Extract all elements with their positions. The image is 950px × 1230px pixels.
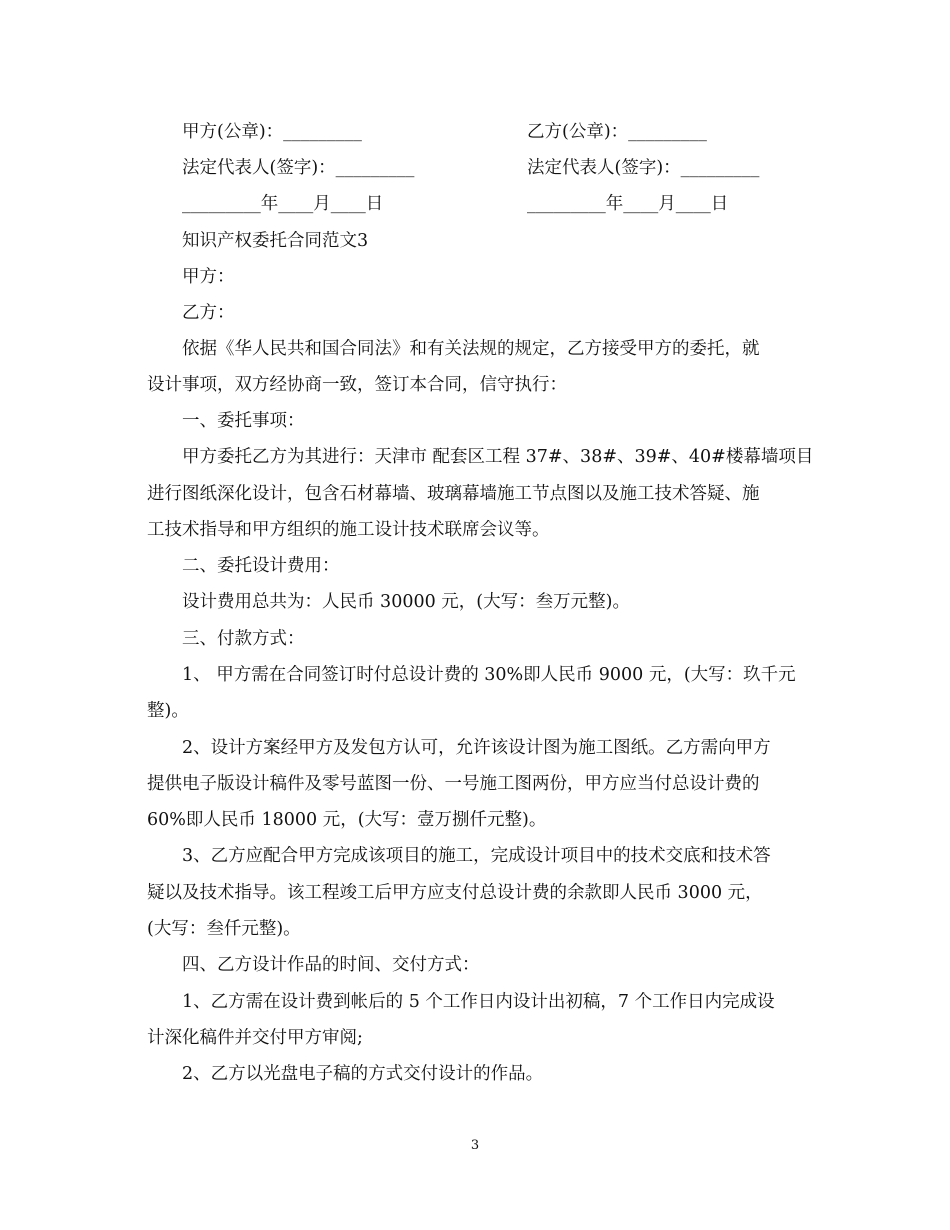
section-4-item-1-line: 1、乙方需在设计费到帐后的 5 个工作日内设计出初稿，7 个工作日内完成设 bbox=[182, 992, 775, 1012]
section-3-heading: 三、付款方式： bbox=[182, 629, 305, 649]
section-4-heading: 四、乙方设计作品的时间、交付方式： bbox=[182, 955, 480, 975]
party-a-date-line: _________年____月____日 bbox=[182, 194, 384, 214]
section-4-item-1-line: 计深化稿件并交付甲方审阅; bbox=[147, 1028, 363, 1048]
party-a-seal-line: 甲方(公章)：_________ bbox=[182, 122, 362, 142]
section-3-item-2-line: 2、设计方案经甲方及发包方认可，允许该设计图为施工图纸。乙方需向甲方 bbox=[182, 738, 771, 758]
party-b-rep-line: 法定代表人(签字)：_________ bbox=[527, 158, 760, 178]
section-2-heading: 二、委托设计费用： bbox=[182, 556, 340, 576]
section-1-line: 进行图纸深化设计，包含石材幕墙、玻璃幕墙施工节点图以及施工技术答疑、施 bbox=[147, 484, 760, 504]
section-1-line: 工技术指导和甲方组织的施工设计技术联席会议等。 bbox=[147, 520, 550, 540]
section-4-item-2-line: 2、乙方以光盘电子稿的方式交付设计的作品。 bbox=[182, 1064, 544, 1084]
party-b-seal-line: 乙方(公章)：_________ bbox=[527, 122, 707, 142]
party-a-rep-line: 法定代表人(签字)：_________ bbox=[182, 158, 415, 178]
section-3-item-3-line: 疑以及技术指导。该工程竣工后甲方应支付总设计费的余款即人民币 3000 元， bbox=[147, 883, 763, 903]
party-b-label: 乙方： bbox=[182, 303, 235, 323]
section-3-item-3-line: (大写：叁仟元整)。 bbox=[147, 919, 301, 939]
party-b-date-line: _________年____月____日 bbox=[527, 194, 729, 214]
party-a-label: 甲方： bbox=[182, 267, 235, 287]
page-number: 3 bbox=[470, 1138, 480, 1153]
document-title: 知识产权委托合同范文3 bbox=[182, 231, 369, 251]
section-3-item-1-line: 1、 甲方需在合同签订时付总设计费的 30%即人民币 9000 元，(大写：玖千元 bbox=[182, 665, 796, 685]
intro-line: 依据《华人民共和国合同法》和有关法规的规定，乙方接受甲方的委托，就 bbox=[182, 339, 760, 359]
section-3-item-2-line: 60%即人民币 18000 元，(大写：壹万捌仟元整)。 bbox=[147, 810, 547, 830]
intro-line: 设计事项，双方经协商一致，签订本合同，信守执行： bbox=[147, 375, 567, 395]
section-3-item-1-line: 整)。 bbox=[147, 701, 189, 721]
section-3-item-3-line: 3、乙方应配合甲方完成该项目的施工，完成设计项目中的技术交底和技术答 bbox=[182, 846, 771, 866]
section-3-item-2-line: 提供电子版设计稿件及零号蓝图一份、一号施工图两份，甲方应当付总设计费的 bbox=[147, 774, 760, 794]
section-2-body: 设计费用总共为：人民币 30000 元，(大写：叁万元整)。 bbox=[182, 592, 630, 612]
section-1-line: 甲方委托乙方为其进行：天津市 配套区工程 37#、38#、39#、40#楼幕墙项目 bbox=[182, 447, 814, 467]
section-1-heading: 一、委托事项： bbox=[182, 411, 305, 431]
